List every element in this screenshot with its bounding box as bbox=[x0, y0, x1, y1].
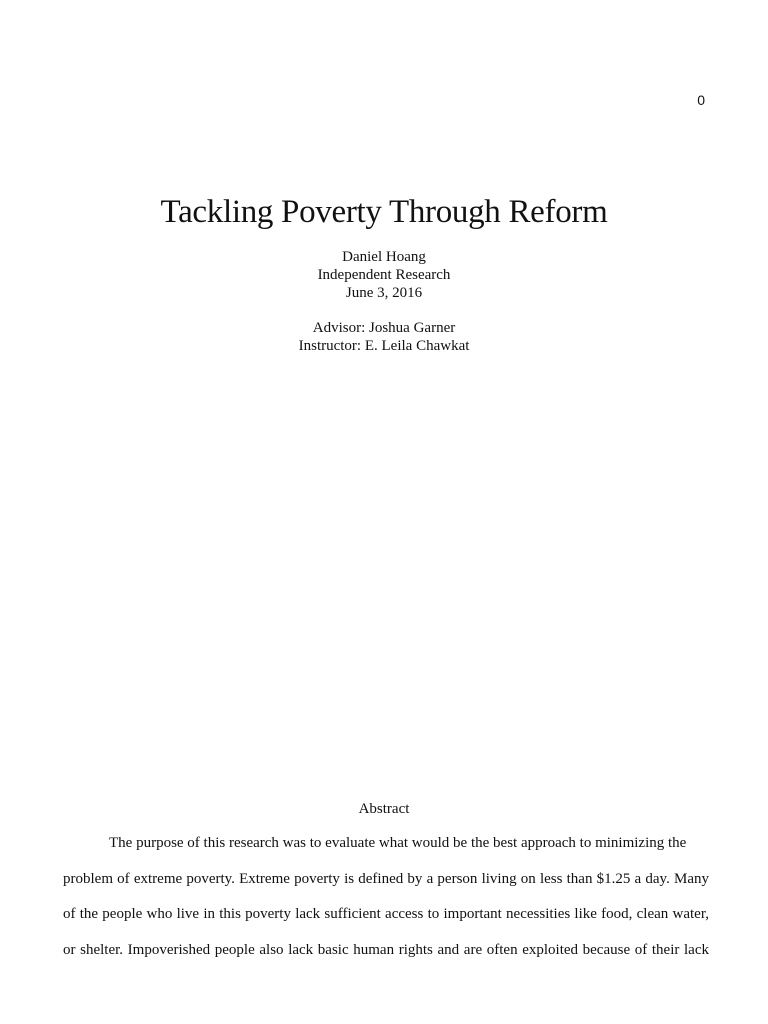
title-block bbox=[0, 248, 768, 355]
abstract-heading: Abstract bbox=[358, 801, 410, 817]
instructor-name: Instructor: E. Leila Chawkat bbox=[298, 338, 470, 354]
page-number: 0 bbox=[697, 92, 705, 108]
document-title: Tackling Poverty Through Reform bbox=[160, 194, 608, 230]
abstract-line: problem of extreme poverty. Extreme poverty is defined by a person living on less than $1.25 a day. Many bbox=[63, 870, 709, 887]
submission-date: June 3, 2016 bbox=[345, 285, 423, 301]
spacer bbox=[0, 302, 768, 319]
abstract-line: or shelter. Impoverished people also lack basic human rights and are often exploited because of their lack bbox=[63, 941, 709, 958]
advisor-name: Advisor: Joshua Garner bbox=[312, 320, 456, 336]
course-name: Independent Research bbox=[317, 267, 451, 283]
abstract-line: of the people who live in this poverty lack sufficient access to important necessities like food, clean water, bbox=[63, 906, 709, 922]
abstract-body bbox=[63, 834, 709, 976]
abstract-line: The purpose of this research was to evaluate what would be the best approach to minimizing the bbox=[109, 835, 687, 851]
author-name: Daniel Hoang bbox=[342, 249, 426, 265]
